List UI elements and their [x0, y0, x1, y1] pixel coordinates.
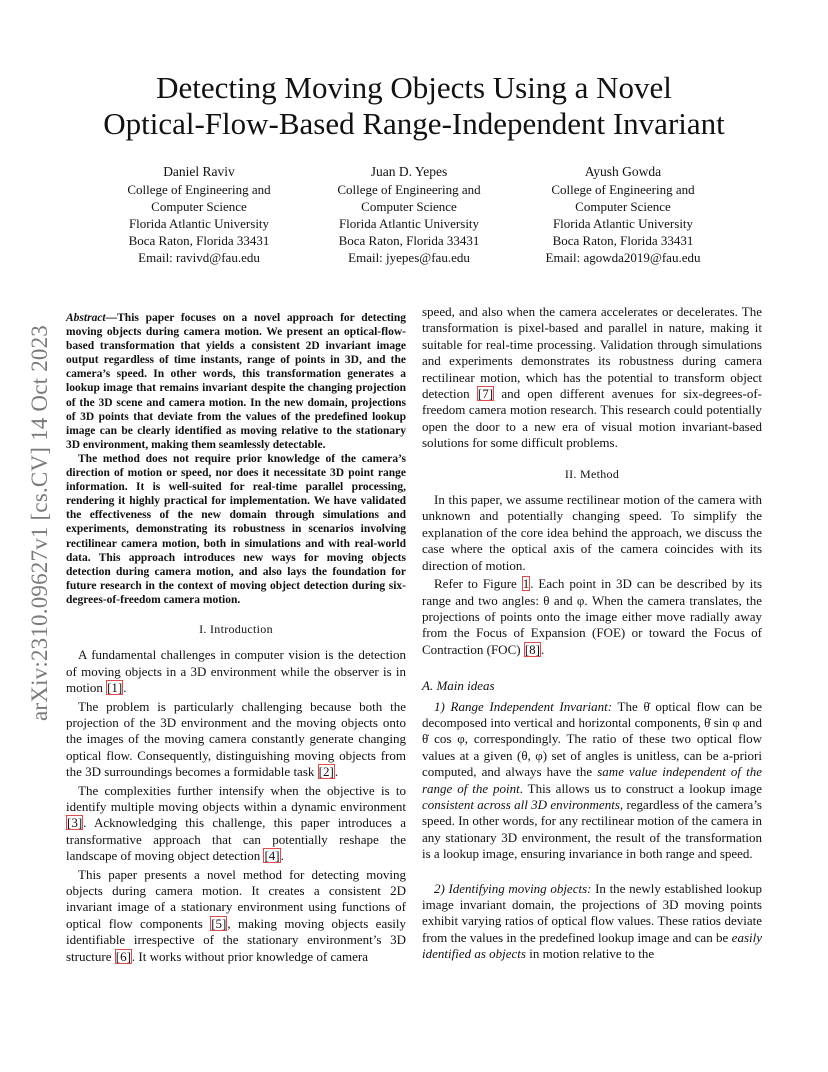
author-affiliation: Florida Atlantic University — [128, 216, 270, 231]
intro-paragraph-3: The complexities further intensify when the objective is to identify multiple moving objects within a dynamic environment [3]. Acknowledging this challenge, this paper introduces a transformative approach that can potentially reshape the landscape of moving object detection [4]. — [66, 782, 406, 864]
main-ideas-paragraph-1: 1) Range Independent Invariant: The θ̇ optical flow can be decomposed into vertical and horizontal components, θ̇ sin φ and θ̇ cos φ, correspondingly. The ratio of these two optical flow values at a given (θ, φ) set of angles is unitless, can be a-priori computed, and always have the same value independent of the range of the point. This allows us to construct a lookup image consistent across all 3D environments, regardless of the camera’s speed. In other words, for any rectilinear motion of the camera in any stationary 3D environment, the result of the transformation is a lookup image, ensuring invariance in both range and speed. — [422, 698, 762, 862]
section-heading-method: II. Method — [564, 466, 620, 481]
citation-link[interactable]: [7] — [477, 386, 494, 402]
author-affiliation: College of Engineering and — [551, 182, 695, 197]
abstract — [66, 311, 406, 607]
figure-link[interactable]: 1 — [522, 576, 530, 592]
method-paragraph-1: In this paper, we assume rectilinear motion of the camera with unknown and potentially changing speed. To simplify the explanation of the core idea behind the approach, we discuss the case where the optical axis of the camera coincides with its direction of motion. — [422, 492, 762, 573]
left-column — [66, 311, 406, 965]
author-affiliation: College of Engineering and — [337, 182, 481, 197]
author-affiliation: Boca Raton, Florida 33431 — [552, 233, 694, 248]
citation-link[interactable]: [8] — [524, 641, 540, 657]
title-line-1: Detecting Moving Objects Using a Novel — [156, 70, 672, 105]
intro-continued-paragraph: speed, and also when the camera accelerates or decelerates. The transformation is pixel-based and parallel in nature, making it suitable for real-time processing. Validation through simulations and experiments demonstrates its robustness during camera rectilinear motion, which has the potential to transform object detection [7] and open different avenues for six-degrees-of-freedom camera motion research. This research could potentially open the door to a new era of visual motion invariant-based solutions for some difficult problems. — [422, 304, 762, 451]
citation-link[interactable]: [6] — [115, 948, 131, 964]
paragraph-title: 1) Range Independent Invariant: — [434, 698, 613, 714]
author-affiliation: College of Engineering and — [127, 182, 271, 197]
method-paragraph-2: Refer to Figure 1. Each point in 3D can be described by its range and two angles: θ and φ. When the camera translates, the projections of points onto the image either move radially away from the Focus of Expansion (FOE) or toward the Focus of Contraction (FOC) [8]. — [422, 576, 763, 657]
right-column — [422, 304, 762, 963]
author-name: Ayush Gowda — [584, 164, 662, 179]
arxiv-sidebar — [28, 288, 52, 758]
author-email: Email: ravivd@fau.edu — [138, 250, 260, 265]
paper-title — [0, 70, 828, 142]
citation-link[interactable]: [3] — [67, 815, 83, 831]
author-affiliation: Boca Raton, Florida 33431 — [338, 233, 480, 248]
author-2 — [304, 163, 514, 266]
title-line-2: Optical-Flow-Based Range-Independent Invariant — [103, 106, 725, 141]
author-email: Email: jyepes@fau.edu — [348, 250, 470, 265]
section-heading-introduction: I. Introduction — [199, 621, 273, 636]
author-email: Email: agowda2019@fau.edu — [545, 250, 701, 265]
main-ideas-paragraph-2: 2) Identifying moving objects: In the newly established lookup image invariant domain, the projections of 3D moving points exhibit varying ratios of optical flow values. These ratios deviate from the values in the predefined lookup image and can be easily identified as objects in motion relative to the — [422, 880, 762, 962]
abstract-paragraph-2: The method does not require prior knowledge of the camera’s direction of motion or speed, nor does it necessitate 3D point range information. It is well-suited for real-time parallel processing, rendering it highly practical for implementation. We have validated the effectiveness of the new domain through simulations and experiments, demonstrating its robustness in scenarios involving rectilinear camera motion, both in simulations and with real-world data. This approach introduces new ways for moving objects detection during camera motion, and also lays the foundation for future research in the context of moving object detection during six-degrees-of-freedom camera motion. — [66, 452, 406, 606]
author-affiliation: Computer Science — [575, 199, 671, 214]
author-name: Daniel Raviv — [163, 164, 235, 179]
intro-paragraph-1: A fundamental challenges in computer vision is the detection of moving objects in a 3D environment while the observer is in motion [1]. — [66, 647, 406, 696]
author-affiliation: Computer Science — [151, 199, 247, 214]
intro-paragraph-4: This paper presents a novel method for detecting moving objects during camera motion. It creates a consistent 2D invariant image of a stationary environment using functions of optical flow components [5], making moving objects easily identifiable irrespective of the stationary environment’s 3D structure [6]. It works without prior knowledge of camera — [66, 866, 406, 964]
author-affiliation: Computer Science — [361, 199, 457, 214]
paragraph-gap — [422, 863, 762, 881]
author-1 — [94, 163, 304, 266]
citation-link[interactable]: [4] — [264, 848, 280, 864]
intro-paragraph-2: The problem is particularly challenging because both the projection of the 3D environment and the moving objects onto the images of the moving camera constantly generate changing optical flow. Consequently, distinguishing moving objects from the 3D surroundings becomes a formidable task [2]. — [66, 698, 406, 780]
author-affiliation: Florida Atlantic University — [338, 216, 480, 231]
author-affiliation: Boca Raton, Florida 33431 — [128, 233, 270, 248]
author-affiliation: Florida Atlantic University — [552, 216, 694, 231]
author-3 — [518, 163, 728, 266]
abstract-lead: Abstract — [66, 312, 106, 324]
author-name: Juan D. Yepes — [370, 164, 448, 179]
citation-link[interactable]: [2] — [318, 764, 334, 780]
subsection-heading-main-ideas: A. Main ideas — [422, 678, 495, 694]
paragraph-title: 2) Identifying moving objects: — [434, 880, 592, 896]
citation-link[interactable]: [1] — [107, 680, 123, 696]
arxiv-identifier: arXiv:2310.09627v1 [cs.CV] 14 Oct 2023 — [27, 325, 52, 721]
abstract-paragraph-1: Abstract—This paper focuses on a novel approach for detecting moving objects during camera motion. We present an optical-flow-based transformation that yields a consistent 2D invariant image output regardless of time instants, range of points in 3D, and the camera’s speed. In other words, this transformation generates a lookup image that remains invariant despite the changing projection of the 3D scene and camera motion. In the new domain, projections of 3D points that deviate from the values of the predefined lookup image can be clearly identified as moving relative to the stationary 3D environment, making them seamlessly detectable. — [66, 312, 406, 451]
citation-link[interactable]: [5] — [211, 915, 227, 931]
